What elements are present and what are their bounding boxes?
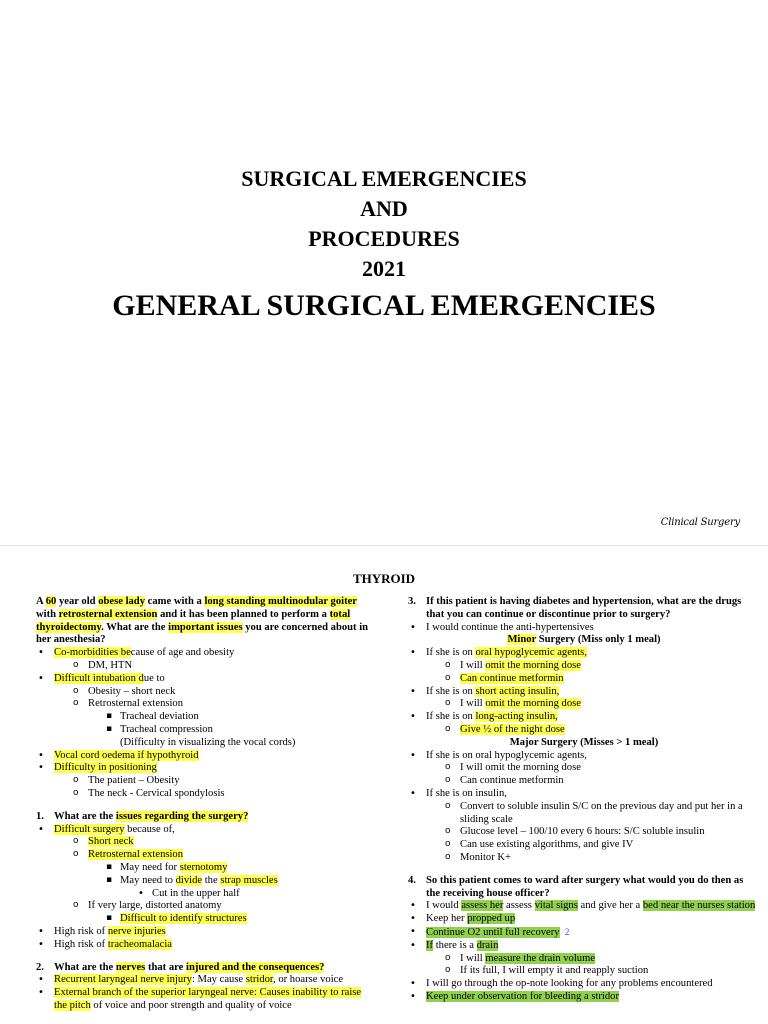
highlight-green: measure the drain volume (485, 952, 596, 964)
annotation-mark: 2 (564, 926, 570, 937)
major-surgery-heading: Major Surgery (Misses > 1 meal) (509, 736, 659, 748)
list-item: ▪ Tracheal compression (36, 724, 376, 737)
minor-surgery-heading (408, 634, 760, 647)
highlight: long-acting insulin, (475, 711, 558, 723)
highlight: long standing multinodular goiter (204, 596, 357, 607)
highlight: omit the morning dose (485, 698, 581, 710)
list-item: • I would continue the anti-hypertensives (408, 622, 760, 635)
question-number: 3. (408, 596, 416, 607)
highlight: sternotomy (179, 861, 228, 873)
text: Surgery (Miss only 1 meal) (536, 634, 661, 646)
list-item: o Retrosternal extension (36, 698, 376, 711)
question-3 (408, 596, 760, 622)
highlight-green: drain (476, 939, 499, 951)
left-column (36, 596, 376, 1013)
question-number: 4. (408, 874, 416, 886)
title-line-2: AND (360, 196, 408, 221)
highlight: omit the morning dose (485, 659, 581, 671)
list-item (408, 991, 760, 1004)
question-2 (36, 962, 376, 975)
highlight: important issues (168, 621, 243, 633)
list-item (36, 987, 376, 1013)
highlight: retrosternal extension (58, 608, 158, 620)
list-item (408, 940, 760, 953)
highlight: Difficulty in positioning (54, 762, 157, 774)
question-number: 2. (36, 961, 44, 973)
highlight-green: If (426, 939, 434, 951)
text: Keep her (426, 913, 468, 925)
highlight: divide (175, 874, 203, 886)
text: that are (145, 961, 187, 973)
list-item: ▪ Tracheal deviation (36, 711, 376, 724)
text: there is a (433, 939, 477, 951)
ward-care-list (408, 900, 760, 1003)
highlight-green: assess her (461, 900, 504, 912)
list-item (408, 673, 760, 686)
highlight: 60 (45, 596, 57, 607)
list-item (408, 926, 760, 940)
highlight: External branch of the superior laryngeal nerve: Causes inability to raise the pitch (54, 987, 362, 1011)
highlight-green: Continue O2 until full recovery (426, 926, 560, 938)
list-item: • I will go through the op-note looking for any problems encountered (408, 978, 760, 991)
drugs-list (408, 622, 760, 865)
highlight: obese lady (98, 596, 145, 607)
highlight: Vocal cord oedema if hypothyroid (54, 749, 199, 761)
list-item (408, 698, 760, 711)
highlight: stridor (245, 974, 274, 986)
list-item (36, 926, 376, 939)
list-item (408, 660, 760, 673)
list-item (36, 673, 376, 686)
highlight: strap muscles (220, 874, 278, 886)
list-item (36, 849, 376, 862)
intro-question (36, 596, 376, 647)
list-item (36, 974, 376, 987)
highlight: tracheomalacia (107, 938, 172, 950)
highlight-green: bed near the nurses station (642, 900, 756, 912)
list-item: o Can continue metformin (408, 775, 760, 788)
highlight: Short neck (88, 836, 134, 848)
text: you are concerned about in her anesthesia? (36, 621, 369, 646)
list-item: • Cut in the upper half (36, 888, 376, 901)
text: the (202, 874, 221, 886)
highlight: Retrosternal extension (88, 849, 184, 861)
title-line-3: PROCEDURES (308, 226, 460, 251)
highlight: Difficult intubation d (54, 672, 144, 684)
question-1 (36, 811, 376, 824)
list-item: o I will omit the morning dose (408, 762, 760, 775)
highlight: issues regarding the surgery? (115, 810, 249, 822)
text: I will (460, 952, 486, 964)
list-item (408, 724, 760, 737)
highlight: Co-morbidities be (54, 647, 131, 659)
list-item: o If very large, distorted anatomy (36, 900, 376, 913)
list-item (408, 913, 760, 926)
text: ue to (143, 672, 165, 684)
list-item (36, 862, 376, 875)
title-line-4: 2021 (362, 256, 406, 281)
question-number: 1. (36, 810, 44, 822)
list-item: o The patient – Obesity (36, 775, 376, 788)
text: , or hoarse voice (273, 974, 344, 986)
text: I would (426, 900, 462, 912)
highlight: nerve injuries (107, 925, 166, 937)
list-item: o Convert to soluble insulin S/C on the previous day and put her in a sliding scale (408, 801, 760, 827)
list-item (36, 913, 376, 926)
list-item (408, 711, 760, 724)
text: High risk of (54, 938, 108, 950)
highlight: injured and the consequences? (186, 961, 325, 973)
text: with (36, 608, 59, 620)
main-heading: GENERAL SURGICAL EMERGENCIES (112, 289, 656, 322)
list-item (36, 750, 376, 763)
highlight-green: propped up (467, 913, 516, 925)
highlight: oral hypoglycemic agents, (475, 647, 587, 659)
footer-note: Clinical Surgery (660, 517, 740, 528)
text: If she is on (426, 647, 476, 659)
page-divider (0, 545, 768, 546)
title-block (0, 164, 768, 326)
right-column (408, 596, 760, 1004)
list-item: • If she is on oral hypoglycemic agents, (408, 750, 760, 763)
text: If this patient is having diabetes and hypertension, what are the drugs that you can continue or discontinue prior to surgery? (426, 596, 742, 620)
text: What are the (54, 961, 116, 973)
text: year old (56, 596, 99, 607)
list-item: o The neck - Cervical spondylosis (36, 788, 376, 801)
list-item (36, 939, 376, 952)
list-item: o Can use existing algorithms, and give IV (408, 839, 760, 852)
note: (Difficulty in visualizing the vocal cords) (120, 736, 296, 748)
list-item: • If she is on insulin, (408, 788, 760, 801)
highlight-green: vital signs (534, 900, 578, 912)
list-item: o Obesity – short neck (36, 686, 376, 699)
text: If she is on (426, 685, 476, 697)
text: because of, (124, 823, 175, 835)
text: and give her a (577, 900, 643, 912)
text: of voice and poor strength and quality of voice (90, 999, 292, 1011)
text: and it has been planned to perform a (157, 608, 330, 620)
highlight: Difficult to identify structures (120, 913, 247, 925)
list-item (36, 824, 376, 837)
list-item (408, 647, 760, 660)
list-item (408, 686, 760, 699)
text: I will (460, 659, 486, 671)
text: I will (460, 698, 486, 710)
text: . What are the (101, 621, 169, 633)
list-item (408, 900, 760, 913)
list-item (408, 953, 760, 966)
section-title: THYROID (352, 571, 416, 586)
list-item: o Monitor K+ (408, 852, 760, 865)
highlight: Give ½ of the night dose (460, 723, 565, 735)
text: came with a (145, 596, 205, 607)
highlight: short acting insulin, (475, 685, 560, 697)
nerve-injuries-list (36, 974, 376, 1012)
text: : May cause (191, 974, 246, 986)
list-item: o Glucose level – 100/10 every 6 hours: S/C soluble insulin (408, 826, 760, 839)
highlight: nerves (115, 961, 146, 973)
highlight: Minor (507, 634, 537, 646)
anesthesia-issues-list (36, 647, 376, 801)
highlight-green: Keep under observation for bleeding a stridor (426, 990, 619, 1002)
highlight: Can continue metformin (460, 672, 564, 684)
text: cause of age and obesity (130, 647, 235, 659)
title-line-1: SURGICAL EMERGENCIES (241, 166, 527, 191)
text: May need for (120, 861, 180, 873)
text: assess (503, 900, 535, 912)
text: If she is on (426, 711, 476, 723)
text: High risk of (54, 925, 108, 937)
text: A (36, 596, 46, 607)
text: What are the (54, 810, 116, 822)
highlight: Difficult surgery (54, 823, 125, 835)
list-item: o If its full, I will empty it and reapply suction (408, 965, 760, 978)
text: May need to (120, 874, 176, 886)
list-item (36, 836, 376, 849)
list-item (36, 875, 376, 888)
highlight: total thyroidectomy (36, 608, 351, 633)
list-item: o DM, HTN (36, 660, 376, 673)
highlight: Recurrent laryngeal nerve injury (54, 974, 192, 986)
list-item (36, 762, 376, 775)
list-item (36, 647, 376, 660)
text: So this patient comes to ward after surgery what would you do then as the receiving house officer? (426, 874, 744, 899)
question-4 (408, 875, 760, 901)
surgery-issues-list (36, 824, 376, 952)
